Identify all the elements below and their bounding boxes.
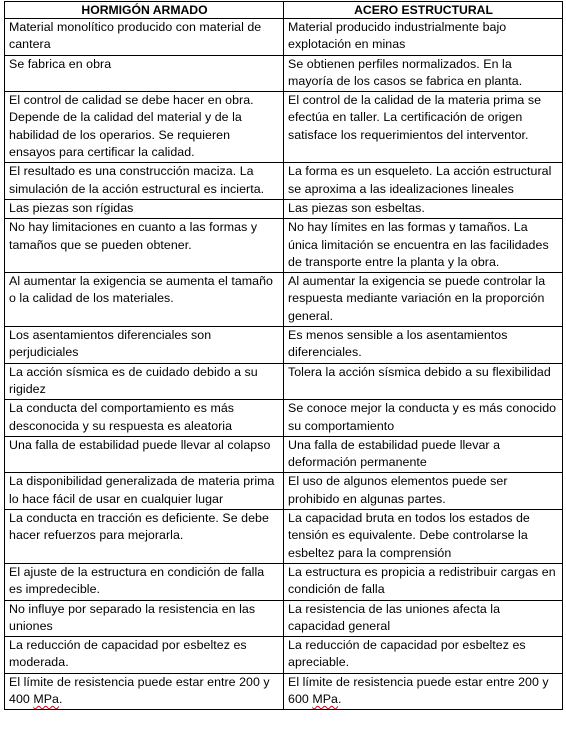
table-row <box>5 273 563 327</box>
cell-acero: La capacidad bruta en todos los estados de tensión es equivalente. Debe controlarse la esbeltez para la comprensión <box>284 510 563 564</box>
cell-hormigon: No influye por separado la resistencia en las uniones <box>5 600 284 637</box>
header-row <box>5 2 563 19</box>
cell-hormigon: La reducción de capacidad por esbeltez es moderada. <box>5 637 284 674</box>
cell-hormigon <box>5 673 284 710</box>
unit-mpa: MPa <box>312 691 338 706</box>
table-row <box>5 600 563 637</box>
cell-hormigon: El resultado es una construcción maciza. La simulación de la acción estructural es incierta. <box>5 163 284 200</box>
comparison-table-container <box>4 1 562 710</box>
cell-hormigon: La conducta del comportamiento es más desconocida y su respuesta es aleatoria <box>5 400 284 437</box>
cell-hormigon: Los asentamientos diferenciales son perjudiciales <box>5 327 284 364</box>
cell-hormigon: Se fabrica en obra <box>5 55 284 92</box>
table-row <box>5 637 563 674</box>
table-row <box>5 510 563 564</box>
header-acero-estructural: ACERO ESTRUCTURAL <box>284 2 563 19</box>
cell-hormigon: El ajuste de la estructura en condición de falla es impredecible. <box>5 563 284 600</box>
cell-hormigon: La disponibilidad generalizada de materia prima lo hace fácil de usar en cualquier lugar <box>5 473 284 510</box>
unit-mpa: MPa <box>33 691 59 706</box>
cell-text: El límite de resistencia puede estar entre 200 y 600 <box>288 674 549 706</box>
cell-acero: Es menos sensible a los asentamientos diferenciales. <box>284 327 563 364</box>
cell-acero: Material producido industrialmente bajo explotación en minas <box>284 19 563 56</box>
table-row <box>5 400 563 437</box>
cell-text-end: . <box>58 691 63 706</box>
cell-hormigon: La acción sísmica es de cuidado debido a su rigidez <box>5 363 284 400</box>
cell-acero: El control de la calidad de la materia prima se efectúa en taller. La certificación de origen satisface los requerimientos del interventor. <box>284 92 563 163</box>
cell-hormigon: El control de calidad se debe hacer en obra. Depende de la calidad del material y de la habilidad de los operarios. Se requieren ensayos para certificar la calidad. <box>5 92 284 163</box>
cell-hormigon: La conducta en tracción es deficiente. Se debe hacer refuerzos para mejorarla. <box>5 510 284 564</box>
cell-acero: Las piezas son esbeltas. <box>284 199 563 218</box>
table-row <box>5 673 563 710</box>
cell-acero: Una falla de estabilidad puede llevar a deformación permanente <box>284 436 563 473</box>
table-row <box>5 327 563 364</box>
cell-acero: La forma es un esqueleto. La acción estructural se aproxima a las idealizaciones lineales <box>284 163 563 200</box>
table-row <box>5 55 563 92</box>
cell-acero: Se conoce mejor la conducta y es más conocido su comportamiento <box>284 400 563 437</box>
header-hormigon-armado: HORMIGÓN ARMADO <box>5 2 284 19</box>
table-row <box>5 436 563 473</box>
cell-acero: La resistencia de las uniones afecta la capacidad general <box>284 600 563 637</box>
table-row <box>5 19 563 56</box>
cell-hormigon: Al aumentar la exigencia se aumenta el tamaño o la calidad de los materiales. <box>5 273 284 327</box>
cell-acero: No hay límites en las formas y tamaños. La única limitación se encuentra en las facilidades de transporte entre la planta y la obra. <box>284 219 563 273</box>
cell-text-end: . <box>337 691 342 706</box>
cell-hormigon: Material monolítico producido con material de cantera <box>5 19 284 56</box>
cell-hormigon: Las piezas son rígidas <box>5 199 284 218</box>
text-cursor-mark <box>562 534 563 548</box>
table-row <box>5 219 563 273</box>
table-row <box>5 563 563 600</box>
cell-acero: La estructura es propicia a redistribuir cargas en condición de falla <box>284 563 563 600</box>
cell-text: El límite de resistencia puede estar entre 200 y 400 <box>9 674 270 706</box>
table-row <box>5 92 563 163</box>
cell-hormigon: No hay limitaciones en cuanto a las formas y tamaños que se pueden obtener. <box>5 219 284 273</box>
table-row <box>5 473 563 510</box>
cell-hormigon: Una falla de estabilidad puede llevar al colapso <box>5 436 284 473</box>
cell-acero: El uso de algunos elementos puede ser prohibido en algunas partes. <box>284 473 563 510</box>
cell-acero: Se obtienen perfiles normalizados. En la mayoría de los casos se fabrica en planta. <box>284 55 563 92</box>
table-row <box>5 163 563 200</box>
cell-acero: Tolera la acción sísmica debido a su flexibilidad <box>284 363 563 400</box>
cell-acero: Al aumentar la exigencia se puede controlar la respuesta mediante variación en la proporción general. <box>284 273 563 327</box>
cell-acero: La reducción de capacidad por esbeltez es apreciable. <box>284 637 563 674</box>
comparison-table <box>4 1 563 710</box>
table-row <box>5 199 563 218</box>
table-row <box>5 363 563 400</box>
cell-acero <box>284 673 563 710</box>
